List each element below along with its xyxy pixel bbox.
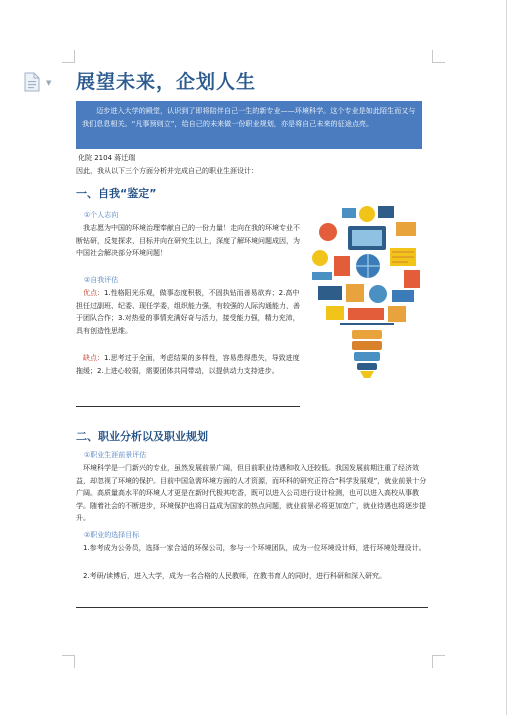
weaknesses-text: 1.思考过于全面，考虑结果的多样性，容易患得患失，导致进度拖缓；2.上进心较弱，需要团体共同带动，以提供动力支持进步。 — [76, 354, 300, 375]
page-edge — [506, 0, 507, 715]
crop-mark-bottom-right — [432, 655, 445, 668]
subheading-aspiration: ①个人志向 — [84, 211, 119, 219]
aspiration-paragraph: 我志愿为中国的环境治理奉献自己的一份力量！走向在我的环境专业不断钻研，反复探求，目标并向在研究生以上，深度了解环境问题成因，为中国社会解决部分环境问题！ — [76, 224, 300, 257]
strengths-text: 1.性格阳光乐观，做事态度积极，不固执钻而善易欲弃；2.高中担任过副班、纪委、现任学委，组织能力强，有较强的人际沟通能力，善于团队合作；3.对热爱的事情充满好奇与活力，接受能力强，精力充沛，具有创造性思维。 — [76, 289, 300, 335]
divider — [76, 406, 300, 407]
crop-mark-top-left — [62, 50, 75, 63]
page-title: 展望未来，企划人生 — [76, 71, 257, 93]
section-heading-2: 二、职业分析以及职业规划 — [76, 430, 208, 443]
weaknesses-paragraph — [76, 352, 302, 377]
subheading-career-goals: ②职业的选择目标 — [84, 531, 140, 539]
strengths-paragraph — [76, 287, 302, 337]
career-goal-2: 2.考研/读博后，进入大学，成为一名合格的人民教师，在教书育人的同时，进行科研和深入研究。 — [83, 572, 387, 580]
chevron-down-icon[interactable]: ▼ — [46, 79, 52, 87]
author-line: 化院 2104 蒋迁瑞 — [78, 154, 136, 162]
lightbulb-illustration — [304, 200, 430, 380]
intro-box: 迈步进入大学的殿堂，认识到了即将陪伴自己一生的新专业——环境科学。这个专业是如此陌生而又与我们息息相关。“凡事预则立”，给自己的未来做一份职业规划，亦是将自己未来的征途点亮。 — [76, 101, 422, 149]
crop-mark-bottom-left — [62, 655, 75, 668]
section-heading-1: 一、自我“鉴定” — [76, 187, 157, 200]
lead-line: 因此，我从以下三个方面分析并完成自己的职业生涯设计： — [76, 167, 258, 175]
weaknesses-label: 缺点： — [83, 354, 104, 362]
career-goal-1: 1.参考成为公务员，选择一家合适的环保公司，参与一个环境团队，成为一位环境设计师，进行环境处理设计。 — [83, 544, 426, 552]
subheading-self-assessment: ②自我评估 — [84, 276, 119, 284]
document-icon[interactable] — [24, 72, 40, 92]
subheading-career-outlook: ①职业生涯前景评估 — [84, 451, 147, 459]
crop-mark-top-right — [432, 50, 445, 63]
career-outlook-paragraph: 环境科学是一门新兴的专业，虽然发展前景广阔，但目前职业待遇和收入还较低。我国发展前期注重了经济效益，却忽视了环境的保护。目前中国急需环境方面的人才资源，而环科的研究正符合“科学发展观”，就业前景十分广阔。高质量高水平的环境人才更是在新时代极其吃香，既可以进入公司进行设计检测，也可以进入高校从事教学。随着社会的不断进步，环境保护也将日益成为国家的热点问题，就业前景必将更加宽广，就业待遇也将逐步提升。 — [76, 464, 427, 522]
divider — [76, 607, 428, 608]
strengths-label: 优点： — [83, 289, 104, 297]
